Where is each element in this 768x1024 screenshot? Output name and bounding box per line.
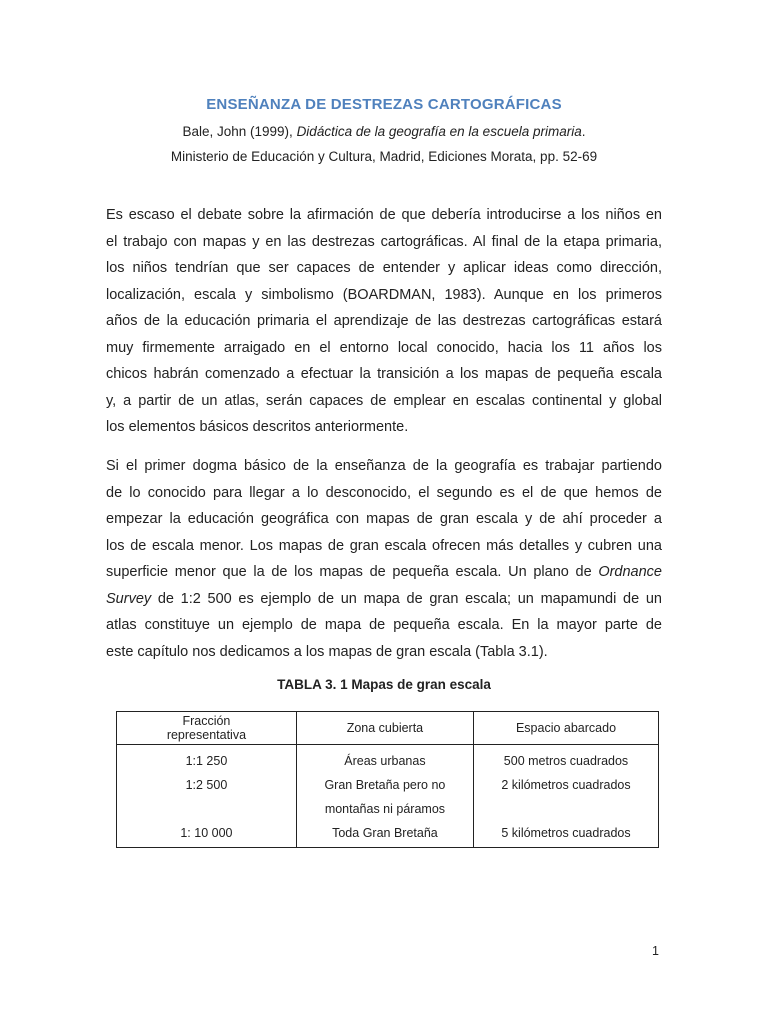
- paragraph-2-text: de 1:2 500 es ejemplo de un mapa de gran escala; un mapamundi de un: [151, 590, 662, 607]
- header-fraction-line2: representativa: [166, 728, 247, 742]
- table-header-row: [117, 712, 659, 745]
- cell-fraction: 1:1 250: [117, 745, 297, 774]
- paragraph-1-line: y, a partir de un atlas, serán capaces de emplear en escalas continental y global: [106, 392, 662, 409]
- paragraph-1: [106, 202, 662, 441]
- cell-fraction: 1:2 500: [117, 773, 297, 821]
- paragraph-1-line: años de la educación primaria el aprendizaje de las destrezas cartográficas estará: [106, 313, 662, 329]
- paragraph-2-line: los de escala menor. Los mapas de gran escala ofrecen más detalles y cubren una: [106, 537, 662, 554]
- paragraph-1-line: el trabajo con mapas y en las destrezas cartográficas. Al final de la etapa primaria,: [106, 233, 662, 250]
- paragraph-2-line: atlas constituye un ejemplo de mapa de pequeña escala. En la mayor parte de: [106, 617, 662, 633]
- header-fraction-line1: Fracción: [182, 714, 231, 728]
- paragraph-2-line: Si el primer dogma básico de la enseñanza de la geografía es trabajar partiendo: [106, 458, 662, 474]
- paragraph-2-line: este capítulo nos dedicamos a los mapas de gran escala (Tabla 3.1).: [106, 643, 548, 660]
- paragraph-1-line: los elementos básicos descritos anteriormente.: [106, 419, 409, 435]
- survey-italic: Survey: [106, 590, 152, 607]
- paragraph-1-line: los niños tendrían que ser capaces de entender y aplicar ideas como dirección,: [106, 260, 662, 276]
- cell-zone: Áreas urbanas: [296, 745, 473, 774]
- paragraph-1-line: Es escaso el debate sobre la afirmación de que debería introducirse a los niños en: [106, 207, 662, 223]
- paragraph-1-line: muy firmemente arraigado en el entorno local conocido, hacia los 11 años los: [106, 339, 662, 356]
- paragraph-1-line: localización, escala y simbolismo (BOARDMAN, 1983). Aunque en los primeros: [106, 286, 662, 303]
- table-caption: TABLA 3. 1 Mapas de gran escala: [277, 677, 491, 692]
- table-row: [117, 773, 659, 821]
- header-zone: Zona cubierta: [296, 712, 473, 745]
- cell-zone: [296, 773, 473, 821]
- scale-table: [116, 711, 659, 848]
- ordnance-italic: Ordnance: [598, 564, 662, 580]
- reference-line-1: [0, 124, 768, 139]
- paragraph-2-line: [106, 586, 662, 613]
- paragraph-2-line: empezar la educación geográfica con mapas de gran escala y de ahí proceder a: [106, 511, 662, 527]
- reference-period: .: [581, 124, 586, 139]
- paragraph-2-text: superficie menor que la de los mapas de pequeña escala. Un plano de: [106, 564, 599, 580]
- paragraph-2: [106, 453, 662, 665]
- reference-author: Bale, John (1999),: [182, 124, 297, 139]
- cell-zone-line1: Gran Bretaña pero no: [324, 778, 446, 792]
- table-row: [117, 821, 659, 848]
- cell-space: 5 kilómetros cuadrados: [473, 821, 658, 848]
- reference-line-2: Ministerio de Educación y Cultura, Madrid, Ediciones Morata, pp. 52-69: [170, 149, 598, 164]
- cell-zone: Toda Gran Bretaña: [296, 821, 473, 848]
- page-number: 1: [652, 944, 659, 958]
- cell-space: 500 metros cuadrados: [473, 745, 658, 774]
- paragraph-2-line: de lo conocido para llegar a lo desconocido, el segundo es el de que hemos de: [106, 484, 662, 501]
- table-row: [117, 745, 659, 774]
- header-fraction: [117, 712, 297, 745]
- cell-fraction: 1: 10 000: [117, 821, 297, 848]
- document-title: ENSEÑANZA DE DESTREZAS CARTOGRÁFICAS: [206, 96, 562, 113]
- header-space: Espacio abarcado: [473, 712, 658, 745]
- paragraph-2-line: [106, 559, 662, 586]
- cell-space: 2 kilómetros cuadrados: [473, 773, 658, 821]
- paragraph-1-line: chicos habrán comenzado a efectuar la transición a los mapas de pequeña escala: [106, 366, 662, 382]
- cell-zone-line2: montañas ni páramos: [324, 802, 446, 816]
- reference-book-title: Didáctica de la geografía en la escuela primaria: [296, 124, 582, 139]
